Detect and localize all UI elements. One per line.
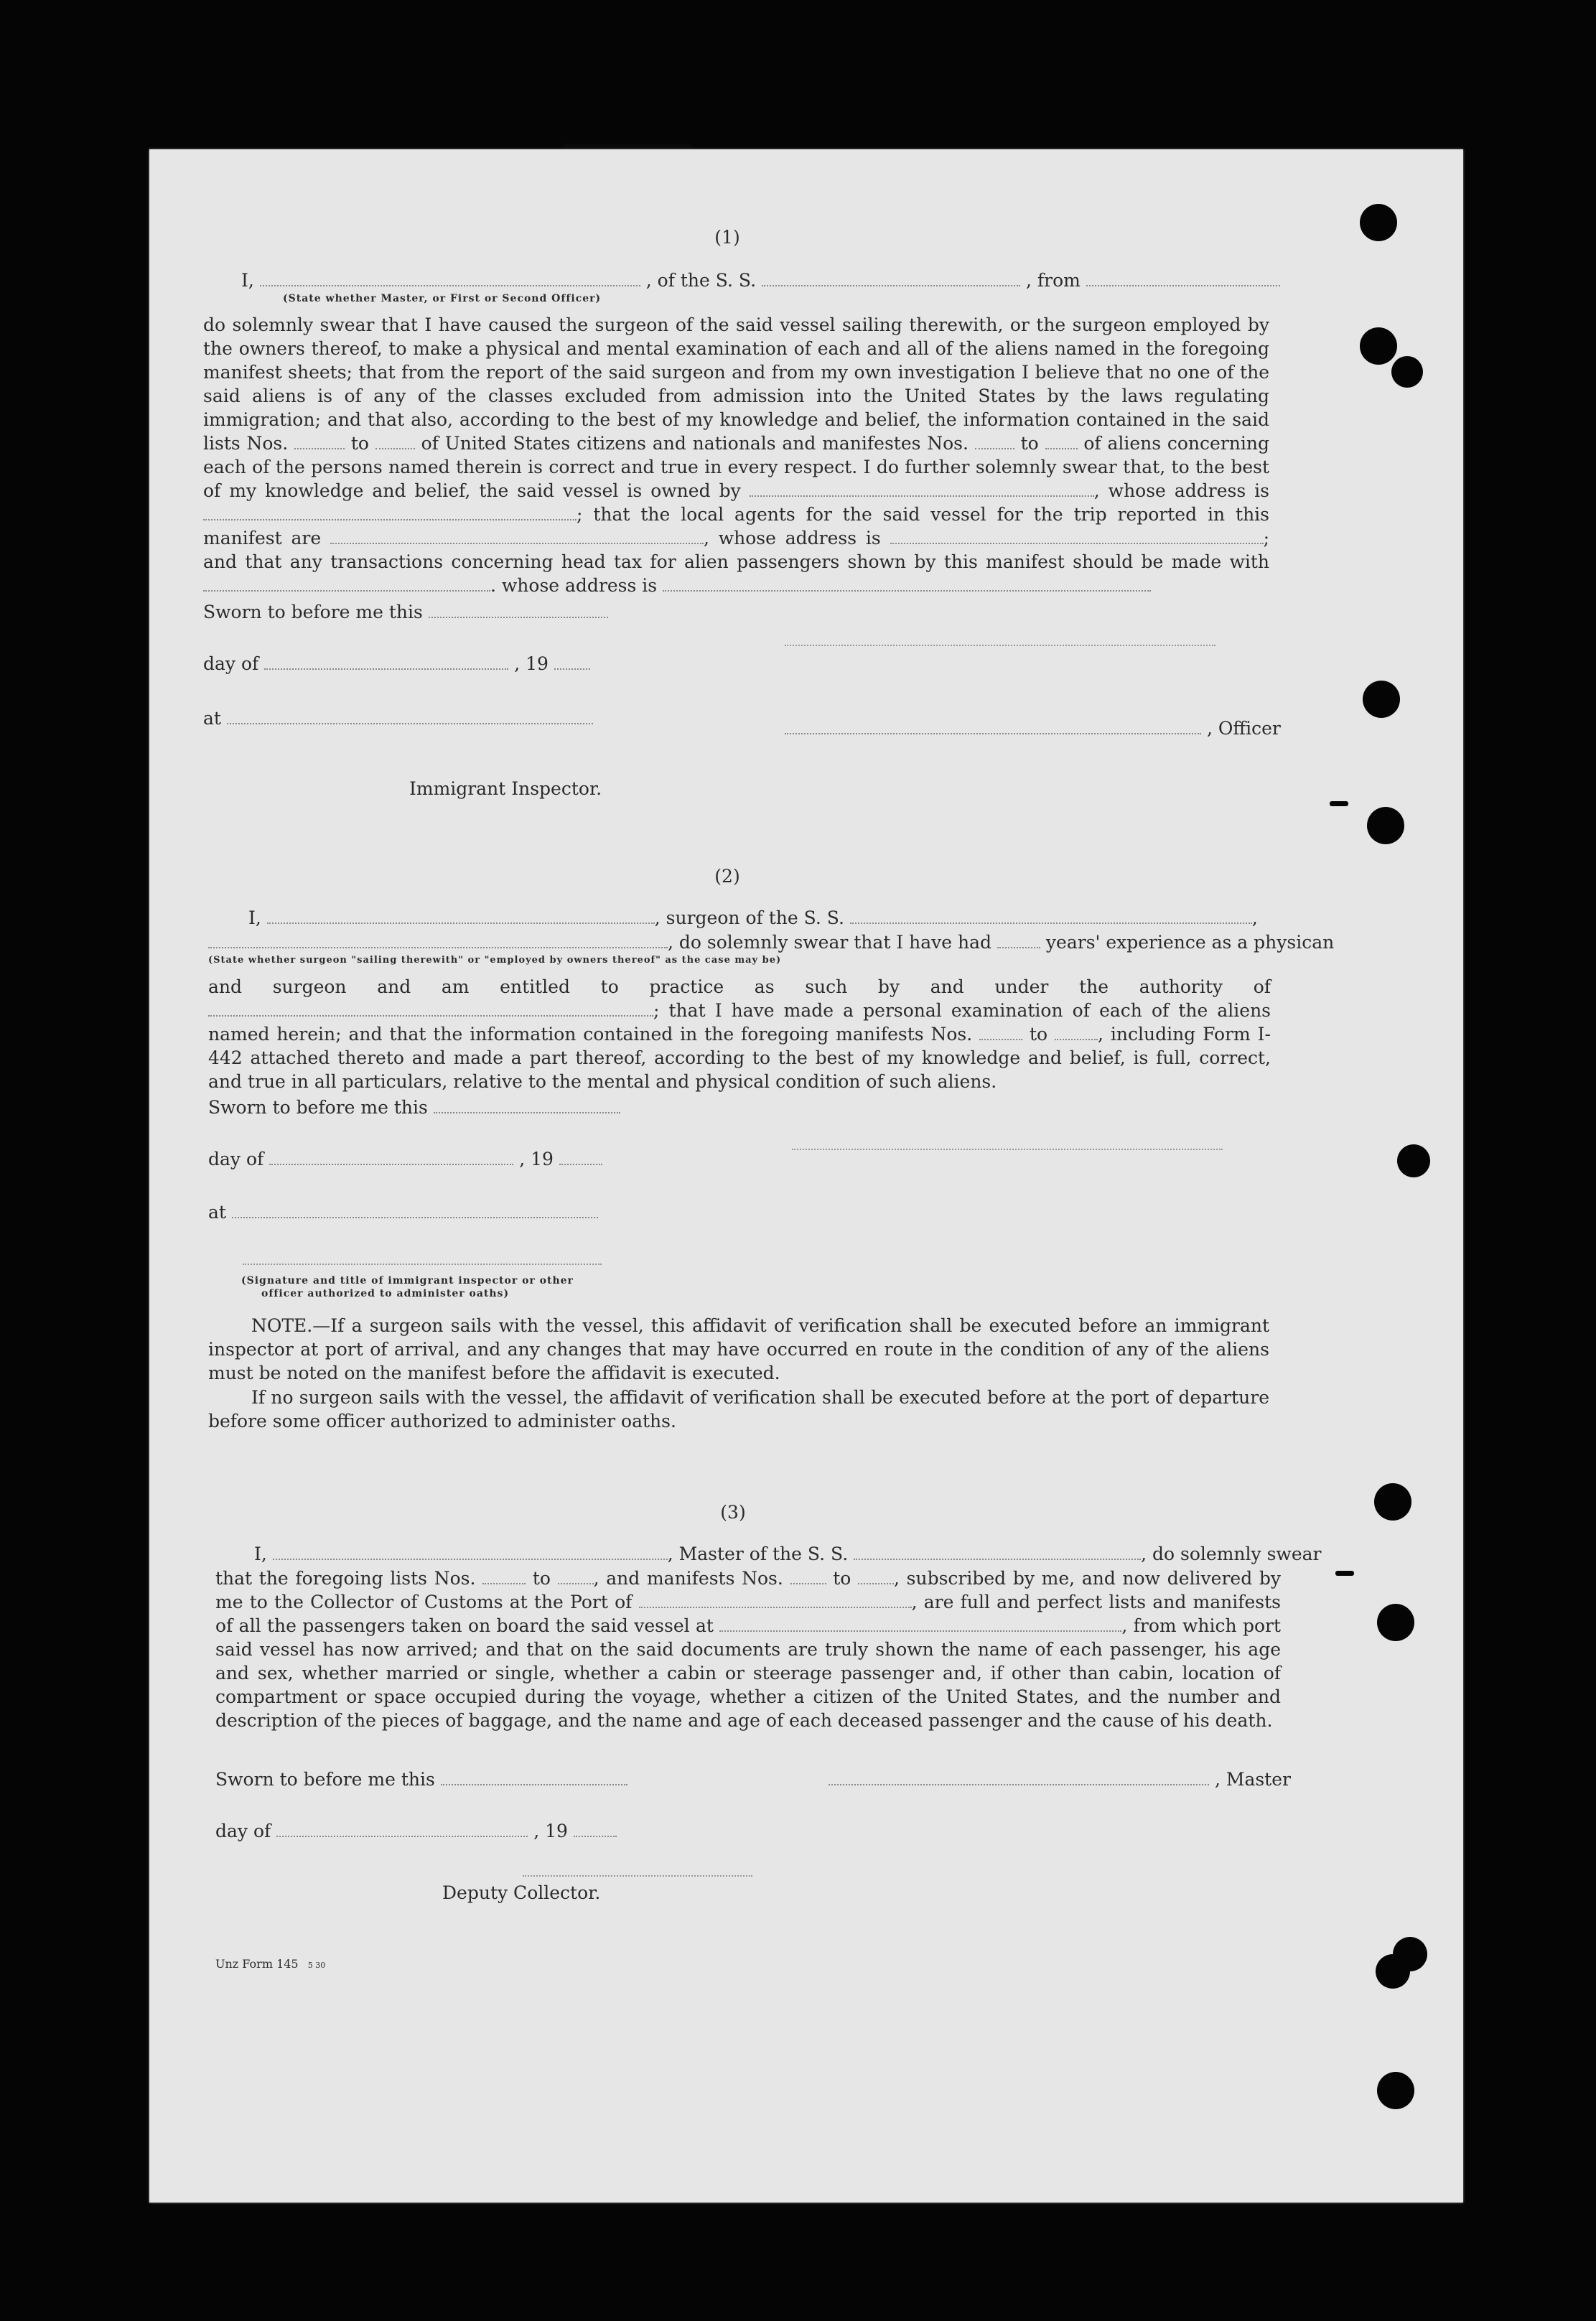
surgeon-name-field[interactable] bbox=[267, 910, 655, 924]
lists-from-field[interactable] bbox=[482, 1570, 526, 1584]
inspector-caption: Immigrant Inspector. bbox=[409, 778, 602, 799]
text: , whose address is bbox=[1093, 480, 1269, 501]
day-month-field[interactable] bbox=[269, 1151, 513, 1165]
note-paragraph-2: If no surgeon sails with the vessel, the affidavit of verification shall be executed before at the port of departure before some officer authorized to administer oaths. bbox=[208, 1387, 1269, 1432]
text: do solemnly swear that I have caused the surgeon of the said vessel sailing therewith, or the surgeon employed by the owners thereof, to make a physical and mental examination of each and all of the aliens named in the foregoing manifest sheets; that from the report of the said surgeon and from my own investigation I believe that no one of the said aliens is of any of the classes excluded from admission into the United States by the laws regulating immigration; and that also, according to the best of my knowledge and belief, the information contained in the said lists Nos. bbox=[203, 314, 1269, 454]
text: , including Form I-442 attached thereto and made a part thereof, according to the best of my knowledge and belief, is full, correct, and true in all particulars, relative to the mental and physical condition of such aliens. bbox=[208, 1024, 1271, 1092]
text: I, bbox=[248, 907, 261, 928]
surgeon-capacity-note: (State whether surgeon "sailing therewith" or "employed by owners thereof" as the case may be) bbox=[208, 955, 782, 966]
vessel-name-field[interactable] bbox=[762, 272, 1020, 286]
punch-hole bbox=[1374, 1483, 1411, 1521]
text: whose address is bbox=[501, 575, 658, 596]
surgeon-signature-line[interactable] bbox=[792, 1149, 1223, 1150]
section-3-first-line bbox=[254, 1544, 1321, 1565]
text: Sworn to before me this bbox=[203, 602, 423, 622]
text: , are full and perfect lists and manifests of all the passengers taken on board the said vessel at bbox=[215, 1592, 1281, 1636]
manifests-from-field[interactable] bbox=[975, 435, 1014, 449]
year-field[interactable] bbox=[574, 1823, 617, 1837]
head-tax-agent-field[interactable] bbox=[203, 577, 490, 592]
year-field[interactable] bbox=[554, 655, 590, 670]
edge-mark bbox=[1330, 801, 1348, 806]
text: to bbox=[350, 433, 369, 454]
manifests-to-field[interactable] bbox=[858, 1570, 894, 1584]
owner-address-field[interactable] bbox=[203, 506, 577, 520]
text: to bbox=[1030, 1024, 1048, 1045]
punch-hole bbox=[1377, 1604, 1414, 1641]
section-2-dayof bbox=[208, 1149, 602, 1170]
text: to bbox=[833, 1568, 851, 1589]
text: , Officer bbox=[1206, 718, 1281, 739]
text: , subscribed by me, and now delivered by me to the Collector of Customs at the Port of bbox=[215, 1568, 1282, 1612]
text: , do solemnly swear bbox=[1141, 1544, 1322, 1564]
text: ; and that any transactions concerning head tax for alien passengers shown by this manifest should be made with bbox=[203, 528, 1270, 572]
section-2-first-line: I, , surgeon of the S. S. , bbox=[248, 907, 1258, 928]
text: that I have made a personal examination of each of the aliens named herein; and that the information contained in the foregoing manifests Nos. bbox=[208, 1000, 1271, 1045]
punch-hole bbox=[1360, 327, 1397, 365]
section-3-body bbox=[215, 1566, 1281, 1732]
section-1-body: do solemnly swear that I have caused the surgeon of the said vessel sailing therewith, or the surgeon employed by the owners thereof, to make a physical and mental examination of each and all of the aliens named in the foregoing manifest sheets; that from the report of the said surgeon and from my own investigation I believe that no one of the said aliens is of any of the classes excluded from admission into the United States by the laws regulating immigration; and that also, according to the best of my knowledge and belief, the information contained in the said lists Nos. to of United States citizens and nationals and manifestes Nos. to of aliens concerning each of the persons named therein is correct and true in every respect. I do further solemnly swear that, to the best of my knowledge and belief, the said vessel is owned by , whose address is ; that the local agents for the said vessel for the trip reported in this manifest are , whose address is ; and that any transactions concerning head tax for alien passengers shown by this manifest should be made with . whose address is bbox=[203, 314, 1270, 596]
sworn-date-field[interactable] bbox=[441, 1771, 627, 1785]
section-1-at bbox=[203, 708, 593, 729]
manifests-from-field[interactable] bbox=[979, 1026, 1022, 1040]
text: , Master of the S. S. bbox=[667, 1544, 849, 1564]
edge-mark bbox=[1335, 1571, 1354, 1576]
section-1-heading: (1) bbox=[714, 227, 740, 248]
master-name-field[interactable] bbox=[273, 1546, 668, 1560]
manifests-from-field[interactable] bbox=[790, 1570, 826, 1584]
text: , surgeon of the S. S. bbox=[654, 907, 844, 928]
text: day of bbox=[203, 653, 259, 674]
section-3-sworn bbox=[215, 1769, 627, 1790]
embarkation-port-field[interactable] bbox=[719, 1617, 1121, 1632]
agents-field[interactable] bbox=[330, 530, 704, 544]
text: of aliens concerning each of the persons named therein is correct and true in every respect. I do further solemnly swear that, to the best of my knowledge and belief, the said vessel is owned by bbox=[203, 433, 1269, 501]
rank-field[interactable] bbox=[260, 272, 640, 286]
master-signature bbox=[829, 1769, 1291, 1790]
text: Sworn to before me this bbox=[208, 1097, 428, 1118]
place-field[interactable] bbox=[232, 1204, 598, 1218]
text: , whose address is bbox=[703, 528, 881, 548]
year-field[interactable] bbox=[559, 1151, 602, 1165]
text: day of bbox=[208, 1149, 264, 1169]
place-field[interactable] bbox=[227, 710, 593, 724]
surgeon-capacity-field[interactable] bbox=[208, 934, 668, 948]
form-number bbox=[215, 1957, 325, 1971]
text: that the foregoing lists Nos. bbox=[215, 1568, 476, 1589]
punch-hole bbox=[1377, 2072, 1414, 2109]
inspector-signature-line[interactable] bbox=[243, 1264, 602, 1265]
vessel-name-field[interactable] bbox=[854, 1546, 1141, 1560]
punch-hole bbox=[1367, 807, 1404, 844]
text: , 19 bbox=[514, 653, 549, 674]
section-3-dayof bbox=[215, 1821, 617, 1842]
text: at bbox=[208, 1202, 226, 1223]
text: , of the S. S. bbox=[645, 270, 757, 291]
signature-line[interactable] bbox=[785, 645, 1215, 646]
agents-address-field[interactable] bbox=[890, 530, 1264, 544]
master-signature-field[interactable] bbox=[829, 1771, 1209, 1785]
text: , Master bbox=[1214, 1769, 1291, 1790]
manifests-to-field[interactable] bbox=[1045, 435, 1078, 449]
day-month-field[interactable] bbox=[276, 1823, 528, 1837]
sworn-date-field[interactable] bbox=[434, 1099, 620, 1113]
note-paragraph-1: NOTE.—If a surgeon sails with the vessel, this affidavit of verification shall be executed before an immigrant inspector at port of arrival, and any changes that may have occurred en route in the condition of any of the aliens must be noted on the manifest before the affidavit is executed. bbox=[208, 1315, 1269, 1383]
inspector-signature-note-2: officer authorized to administer oaths) bbox=[261, 1288, 510, 1299]
lists-to-field[interactable] bbox=[375, 435, 415, 449]
lists-to-field[interactable] bbox=[558, 1570, 594, 1584]
text: to bbox=[532, 1568, 551, 1589]
vessel-name-field[interactable] bbox=[850, 910, 1252, 924]
officer-signature-field[interactable] bbox=[785, 720, 1201, 734]
text: , from bbox=[1026, 270, 1081, 291]
head-tax-address-field[interactable] bbox=[663, 577, 1151, 592]
section-2-body: and surgeon and am entitled to practice as such by and under the authority of ; that I have made a personal examination of each of the aliens named herein; and that the information contained in the foregoing manifests Nos. to , including Form I-442 attached thereto and made a part thereof, according to the best of my knowledge and belief, is full, correct, and true in all particulars, relative to the mental and physical condition of such aliens. bbox=[208, 976, 1271, 1092]
text: at bbox=[203, 708, 221, 729]
text: years' experience as a physican bbox=[1045, 932, 1335, 953]
text: , 19 bbox=[533, 1821, 568, 1841]
punch-hole bbox=[1397, 1144, 1430, 1177]
text: to bbox=[1020, 433, 1039, 454]
sworn-date-field[interactable] bbox=[429, 604, 608, 618]
text: 5 30 bbox=[307, 1961, 326, 1970]
inspector-signature-note: (Signature and title of immigrant inspector or other bbox=[241, 1275, 574, 1286]
manifests-to-field[interactable] bbox=[1055, 1026, 1098, 1040]
text: of United States citizens and nationals and manifestes Nos. bbox=[421, 433, 969, 454]
text: , from which port said vessel has now arrived; and that on the said documents are truly shown the name of each passenger, his age and sex, whether married or single, whether a cabin or steerage passenger and, if other than cabin, location of compartment or space occupied during the voyage, whether a citizen of the United States, and the number and description of the pieces of baggage, and the name and age of each deceased passenger and the cause of his death. bbox=[215, 1615, 1281, 1731]
owner-field[interactable] bbox=[750, 482, 1094, 497]
lists-from-field[interactable] bbox=[294, 435, 345, 449]
years-field[interactable] bbox=[997, 934, 1040, 948]
punch-hole bbox=[1376, 1954, 1410, 1989]
text: , do solemnly swear that I have had bbox=[668, 932, 992, 953]
text: , and manifests Nos. bbox=[593, 1568, 783, 1589]
section-2-at bbox=[208, 1202, 598, 1223]
text: Sworn to before me this bbox=[215, 1769, 435, 1790]
deputy-caption: Deputy Collector. bbox=[442, 1882, 601, 1903]
authority-field[interactable] bbox=[208, 1002, 653, 1017]
text: Unz Form 145 bbox=[215, 1957, 299, 1971]
section-2-heading: (2) bbox=[714, 866, 740, 887]
text: I, bbox=[254, 1544, 267, 1564]
punch-hole bbox=[1363, 681, 1400, 718]
day-month-field[interactable] bbox=[264, 655, 508, 670]
punch-hole bbox=[1391, 356, 1423, 388]
text: I, bbox=[241, 270, 254, 291]
section-1-dayof bbox=[203, 653, 590, 675]
rank-note: (State whether Master, or First or Second Officer) bbox=[283, 293, 602, 304]
form-sheet bbox=[149, 149, 1463, 2203]
section-3-heading: (3) bbox=[720, 1502, 746, 1523]
text: and surgeon and am entitled to practice as such by and under the authority of bbox=[208, 976, 1271, 997]
section-1-sworn bbox=[203, 602, 608, 623]
section-2-second-line bbox=[208, 932, 1334, 953]
deputy-signature-line[interactable] bbox=[523, 1875, 752, 1877]
punch-hole bbox=[1360, 204, 1397, 241]
text: ; that the local agents for the said vessel for the trip reported in this manifest are bbox=[203, 504, 1269, 548]
officer-signature bbox=[785, 718, 1281, 739]
section-1-first-line bbox=[241, 270, 1280, 291]
origin-port-field[interactable] bbox=[1086, 272, 1280, 286]
text: , 19 bbox=[519, 1149, 554, 1169]
collector-port-field[interactable] bbox=[639, 1594, 912, 1608]
text: day of bbox=[215, 1821, 271, 1841]
section-2-sworn bbox=[208, 1097, 620, 1119]
